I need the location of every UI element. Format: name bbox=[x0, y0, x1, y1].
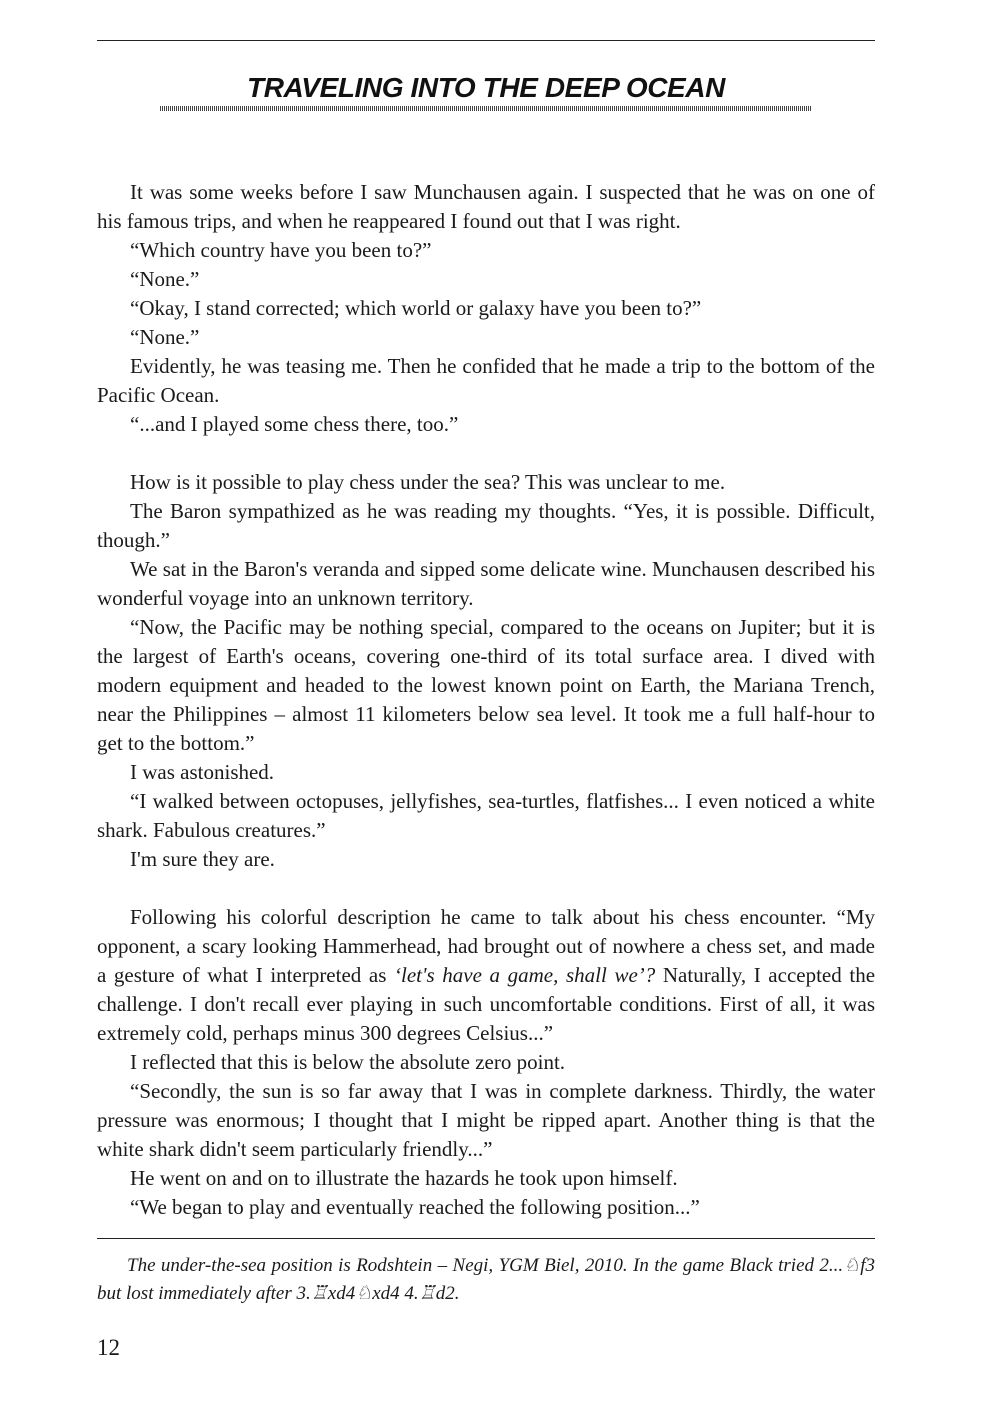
paragraph: “I walked between octopuses, jellyfishes, sea-turtles, flatfishes... I even noticed a white shark. Fabulous creatures.” bbox=[97, 789, 875, 842]
paragraph: I was astonished. bbox=[130, 760, 275, 784]
header-rule bbox=[97, 40, 875, 41]
paragraph bbox=[97, 903, 875, 1048]
paragraph: “Now, the Pacific may be nothing special, compared to the oceans on Jupiter; but it is the largest of Earth's oceans, covering one-third of its total surface area. I dived with modern equipment and headed to the lowest known point on Earth, the Mariana Trench, near the Philippines – almost 11 kilometers below sea level. It took me a full half-hour to get to the bottom.” bbox=[97, 615, 875, 755]
paragraph: We sat in the Baron's veranda and sipped some delicate wine. Munchausen described his wonderful voyage into an unknown territory. bbox=[97, 557, 875, 610]
footnote-rule bbox=[97, 1238, 875, 1239]
footnote-text: The under-the-sea position is Rodshtein – Negi, YGM Biel, 2010. In the game Black tried 2...♘f3 but lost immediately after 3.♖xd4♘xd4 4.♖d2. bbox=[97, 1255, 875, 1304]
paragraph-text: Following his colorful description he came to talk about his chess encounter. “My opponent, a scary looking Hammerhead, had brought out of nowhere a chess set, and made a gesture of what I interpreted as bbox=[97, 905, 875, 987]
paragraph: “Okay, I stand corrected; which world or galaxy have you been to?” bbox=[130, 296, 702, 320]
paragraph: He went on and on to illustrate the hazards he took upon himself. bbox=[130, 1166, 678, 1190]
paragraph: “None.” bbox=[130, 267, 200, 291]
chapter-title: TRAVELING INTO THE DEEP OCEAN bbox=[247, 72, 725, 103]
paragraph: “We began to play and eventually reached the following position...” bbox=[130, 1195, 700, 1219]
footnote bbox=[97, 1252, 875, 1308]
paragraph: I'm sure they are. bbox=[130, 847, 275, 871]
body-text bbox=[97, 178, 875, 1222]
chapter-title-block bbox=[160, 70, 812, 106]
emphasized-phrase: ‘let's have a game, shall we’? bbox=[394, 963, 656, 987]
paragraph-text: Naturally, I accepted the challenge. I don't recall ever playing in such uncomfortable conditions. First of all, it was extremely cold, perhaps minus 300 degrees Celsius...” bbox=[97, 963, 876, 1045]
paragraph: “None.” bbox=[130, 325, 200, 349]
paragraph: The Baron sympathized as he was reading my thoughts. “Yes, it is possible. Difficult, though.” bbox=[97, 499, 875, 552]
paragraph: “Secondly, the sun is so far away that I was in complete darkness. Thirdly, the water pressure was enormous; I thought that I might be ripped apart. Another thing is that the white shark didn't seem particularly friendly...” bbox=[97, 1079, 875, 1161]
paragraph: “...and I played some chess there, too.” bbox=[130, 412, 459, 436]
paragraph: How is it possible to play chess under the sea? This was unclear to me. bbox=[130, 470, 726, 494]
paragraph: Evidently, he was teasing me. Then he confided that he made a trip to the bottom of the Pacific Ocean. bbox=[97, 354, 875, 407]
paragraph: I reflected that this is below the absolute zero point. bbox=[130, 1050, 566, 1074]
title-underline bbox=[160, 106, 812, 111]
paragraph: It was some weeks before I saw Munchausen again. I suspected that he was on one of his famous trips, and when he reappeared I found out that I was right. bbox=[97, 180, 875, 233]
paragraph: “Which country have you been to?” bbox=[130, 238, 432, 262]
page-number: 12 bbox=[97, 1335, 120, 1360]
